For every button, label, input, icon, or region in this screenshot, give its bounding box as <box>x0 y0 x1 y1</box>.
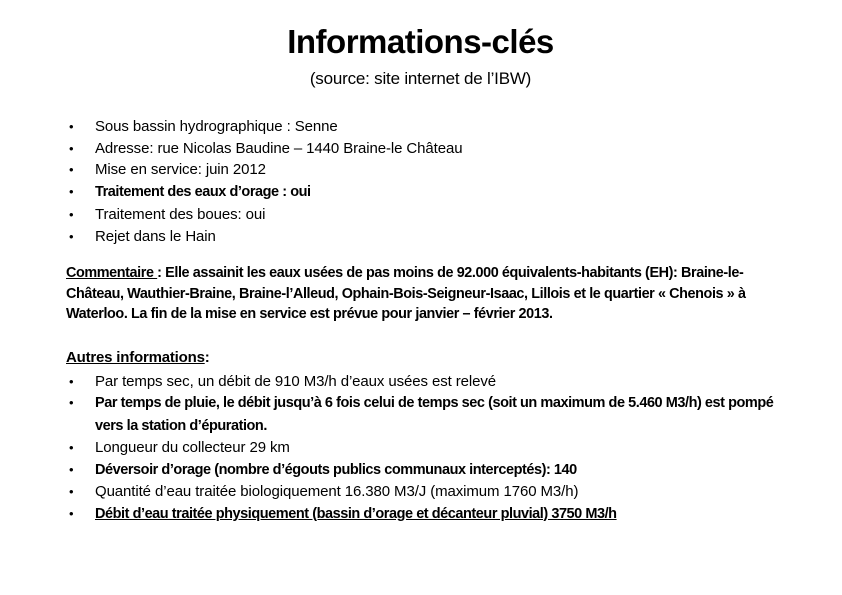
bullet-icon: • <box>69 184 74 200</box>
list-item <box>66 459 775 482</box>
facts-list <box>66 116 775 247</box>
fact-text: Mise en service: juin 2012 <box>95 161 266 179</box>
bullet-icon: • <box>69 206 74 222</box>
list-item <box>66 481 775 503</box>
autres-heading <box>66 347 775 368</box>
list-item <box>66 204 775 226</box>
bullet-icon: • <box>69 228 74 244</box>
list-item <box>66 392 775 437</box>
list-item <box>66 159 775 181</box>
list-item <box>66 437 775 459</box>
bullet-icon: • <box>69 162 74 178</box>
autres-label: Autres informations <box>66 348 205 366</box>
bullet-icon: • <box>69 140 74 156</box>
item-text: Par temps de pluie, le débit jusqu’à 6 fois celui de temps sec (soit un maximum de 5.460 M3/h) est pompé vers la station d’épuration. <box>95 395 774 434</box>
bullet-icon: • <box>69 484 74 500</box>
fact-text: Adresse: rue Nicolas Baudine – 1440 Braine-le Château <box>95 139 463 157</box>
list-item <box>66 181 775 204</box>
fact-text: Sous bassin hydrographique : Senne <box>95 118 338 135</box>
item-text: Quantité d’eau traitée biologiquement 16.380 M3/J (maximum 1760 M3/h) <box>95 483 579 501</box>
commentaire-label: Commentaire <box>66 265 158 282</box>
bullet-icon: • <box>69 505 74 521</box>
bullet-icon: • <box>69 119 74 134</box>
item-text: Par temps sec, un débit de 910 M3/h d’eaux usées est relevé <box>95 372 497 390</box>
list-item <box>66 138 775 160</box>
bullet-icon: • <box>69 373 74 389</box>
list-item <box>66 116 775 138</box>
fact-text: Rejet dans le Hain <box>95 227 216 245</box>
autres-colon: : <box>204 348 210 366</box>
list-item <box>66 371 775 393</box>
item-text: Déversoir d’orage (nombre d’égouts publics communaux interceptés): 140 <box>95 461 577 478</box>
page-title: Informations-clés <box>287 23 554 60</box>
bullet-icon: • <box>69 395 74 411</box>
autres-list <box>66 371 775 526</box>
page-subtitle: (source: site internet de l’IBW) <box>309 69 532 88</box>
list-item <box>66 226 775 248</box>
commentaire-text: : Elle assainit les eaux usées de pas moins de 92.000 équivalents-habitants (EH): Braine-le-Château, Wauthier-Braine, Braine-l’Alleud, Ophain-Bois-Seigneur-Isaac, Lillois et le quartier « Chenois » à Waterloo. La fin de la mise en service est prévue pour janvier – février 2013. <box>66 265 746 323</box>
bullet-icon: • <box>69 440 74 456</box>
item-text: Longueur du collecteur 29 km <box>95 439 290 457</box>
commentaire-paragraph <box>66 263 775 325</box>
bullet-icon: • <box>69 461 74 477</box>
item-text: Débit d’eau traitée physiquement (bassin d’orage et décanteur pluvial) 3750 M3/h <box>95 505 617 522</box>
fact-text: Traitement des eaux d’orage : oui <box>95 184 311 201</box>
fact-text: Traitement des boues: oui <box>95 205 266 223</box>
list-item <box>66 503 775 526</box>
